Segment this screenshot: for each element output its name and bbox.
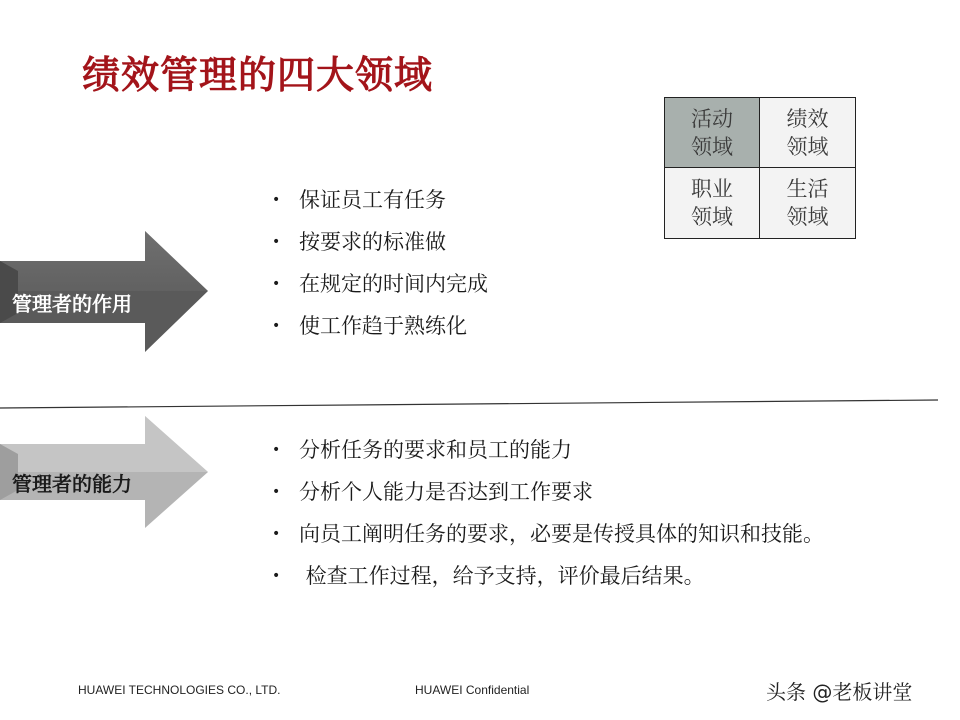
domain-career [665, 168, 760, 238]
bullet-icon: • [272, 526, 281, 542]
domain-label: 职业 [691, 177, 733, 201]
bullet-icon: • [272, 442, 281, 458]
list-item: • 检查工作过程，给予支持，评价最后结果。 [272, 555, 824, 597]
ability-arrow [0, 416, 210, 528]
list-item: • 向员工阐明任务的要求，必要是传授具体的知识和技能。 [272, 513, 824, 555]
role-arrow [0, 231, 210, 352]
list-item: • 分析个人能力是否达到工作要求 [272, 471, 824, 513]
domain-performance [760, 98, 855, 168]
four-domains-grid [664, 97, 856, 239]
domain-label: 生活 [786, 177, 829, 201]
list-item: • 分析任务的要求和员工的能力 [272, 429, 824, 471]
role-label: 管理者的作用 [12, 292, 132, 316]
bullet-icon: • [272, 484, 281, 500]
bullet-icon: • [272, 318, 281, 334]
watermark: 头条 @老板讲堂 [766, 680, 913, 704]
page-title: 绩效管理的四大领域 [82, 53, 434, 97]
domain-label: 绩效 [786, 106, 829, 131]
domain-label: 领域 [691, 134, 733, 159]
bullet-icon: • [272, 568, 281, 584]
domain-life [760, 168, 855, 238]
footer-confidential: HUAWEI Confidential [415, 683, 530, 697]
role-bullet-list [272, 179, 488, 347]
list-item: • 保证员工有任务 [272, 179, 488, 221]
footer-company: HUAWEI TECHNOLOGIES CO., LTD. [78, 683, 281, 697]
section-divider [0, 398, 960, 412]
bullet-icon: • [272, 234, 281, 250]
domain-label: 领域 [786, 134, 829, 159]
domain-label: 活动 [691, 106, 733, 131]
list-item: • 按要求的标准做 [272, 221, 488, 263]
bullet-icon: • [272, 276, 281, 292]
list-item: • 使工作趋于熟练化 [272, 305, 488, 347]
list-item: • 在规定的时间内完成 [272, 263, 488, 305]
domain-label: 领域 [691, 205, 733, 229]
domain-activity [665, 98, 760, 168]
ability-bullet-list [272, 429, 824, 597]
ability-label: 管理者的能力 [12, 472, 132, 496]
bullet-icon: • [272, 192, 281, 208]
domain-label: 领域 [786, 205, 829, 229]
